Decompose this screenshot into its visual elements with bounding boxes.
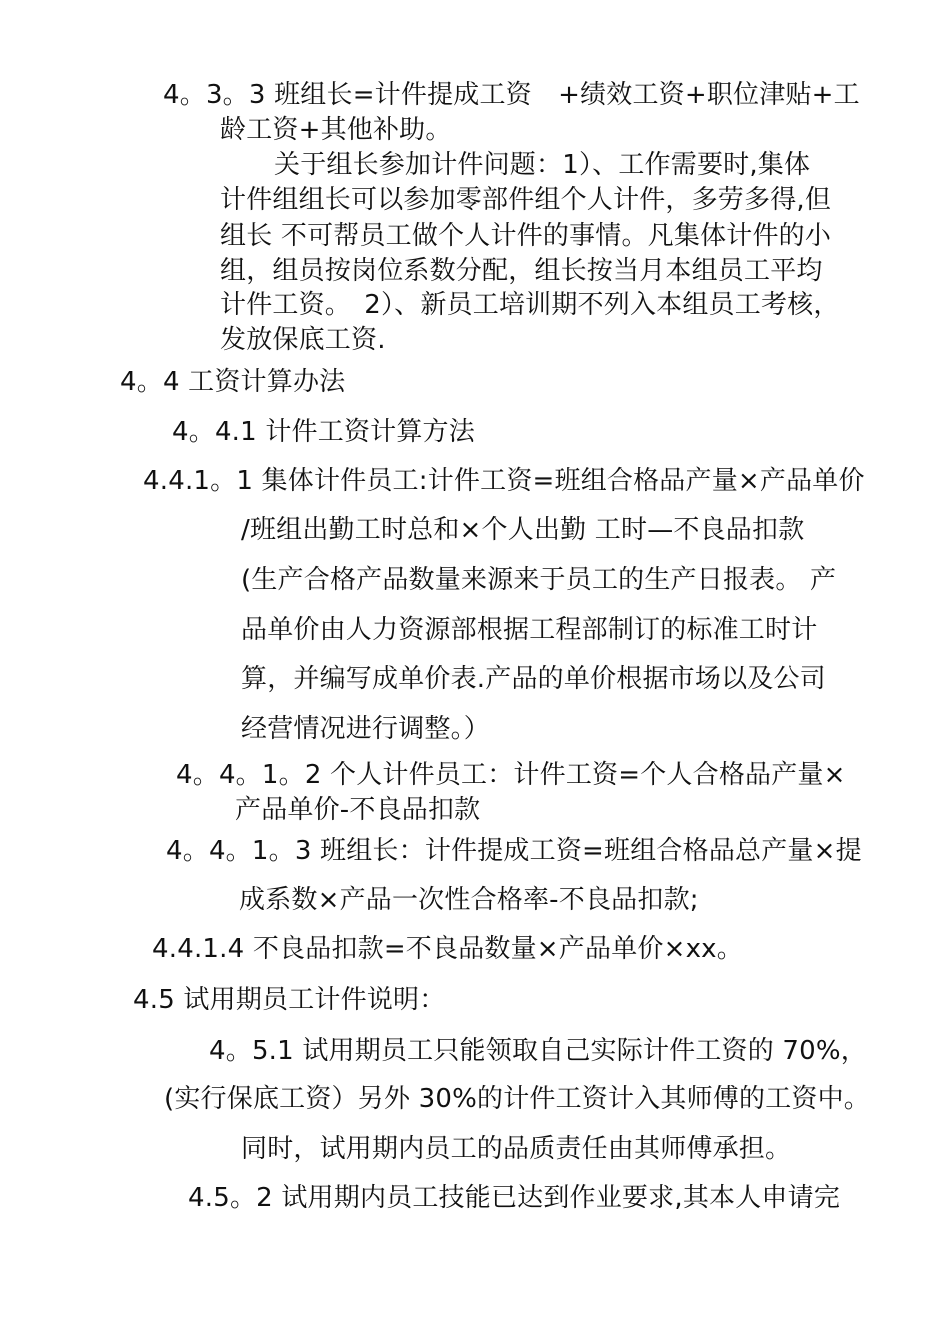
text-line: 4.4.1。1 集体计件员工:计件工资=班组合格品产量×产品单价 [143,466,865,496]
text-line: (实行保底工资）另外 30%的计件工资计入其师傅的工资中。 [164,1084,870,1114]
text-line: /班组出勤工时总和×个人出勤 工时—不良品扣款 [241,515,805,545]
text-line: 4.4.1.4 不良品扣款=不良品数量×产品单价×xx。 [152,934,743,964]
text-line: 计件组组长可以参加零部件组个人计件，多劳多得,但 [220,185,832,215]
section-heading: 4。4 工资计算办法 [120,367,346,397]
text-line: 4。4。1。3 班组长：计件提成工资=班组合格品总产量×提 [166,836,862,866]
text-line: 算，并编写成单价表.产品的单价根据市场以及公司 [241,664,826,694]
text-line: 龄工资+其他补助。 [220,115,452,145]
text-line: 品单价由人力资源部根据工程部制订的标准工时计 [241,615,818,645]
text-line: 组，组员按岗位系数分配，组长按当月本组员工平均 [220,256,823,286]
text-line: 产品单价-不良品扣款 [235,795,481,825]
section-heading: 4.5 试用期员工计件说明： [133,985,446,1015]
subsection-heading: 4。4.1 计件工资计算方法 [172,417,475,447]
text-line: 4.5。2 试用期内员工技能已达到作业要求,其本人申请完 [188,1183,841,1213]
text-line: 4。4。1。2 个人计件员工：计件工资=个人合格品产量× [176,760,846,790]
text-line: 组长 不可帮员工做个人计件的事情。凡集体计件的小 [220,221,832,251]
text-line: 4。5.1 试用期员工只能领取自己实际计件工资的 70%， [209,1036,868,1066]
text-line: 成系数×产品一次性合格率-不良品扣款; [239,885,699,915]
text-line: 同时，试用期内员工的品质责任由其师傅承担。 [241,1134,792,1164]
text-line: (生产合格产品数量来源来于员工的生产日报表。 产 [241,565,837,595]
text-line: 计件工资。 2）、新员工培训期不列入本组员工考核， [220,290,840,320]
text-line: 关于组长参加计件问题：1）、工作需要时,集体 [274,150,811,180]
text-line: 发放保底工资. [220,325,386,355]
text-line: 4。3。3 班组长=计件提成工资 +绩效工资+职位津贴+工 [163,80,860,110]
text-line: 经营情况进行调整。） [241,714,491,744]
